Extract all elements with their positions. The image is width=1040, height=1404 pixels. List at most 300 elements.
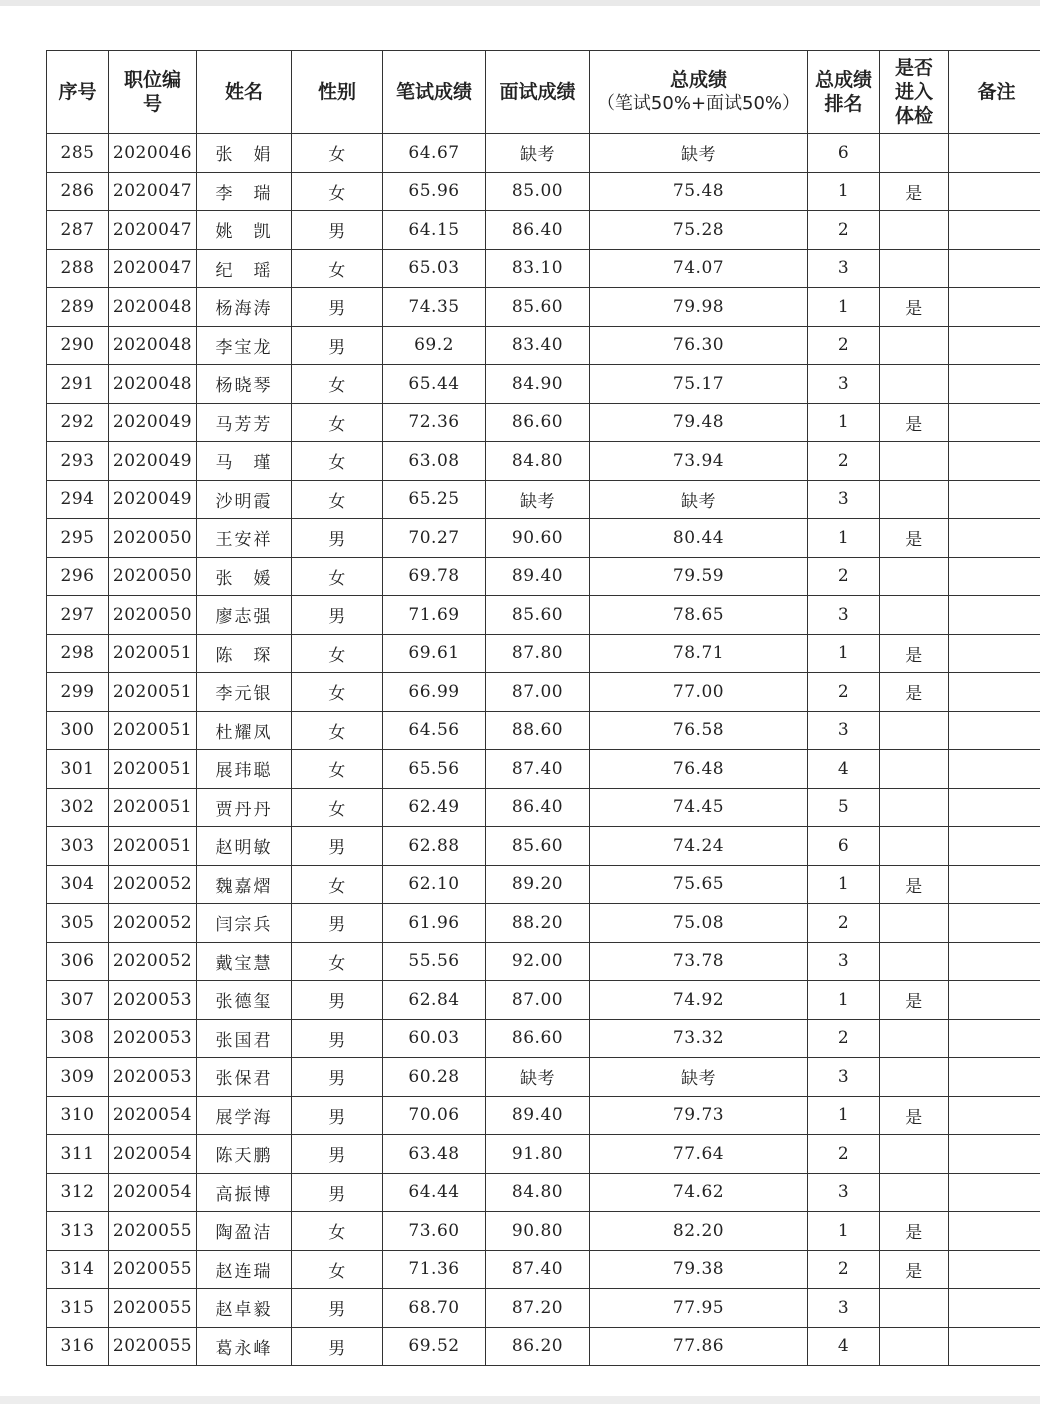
cell-remark xyxy=(949,942,1040,981)
cell-name: 陶盈洁 xyxy=(197,1212,292,1251)
cell-gender: 女 xyxy=(292,249,383,288)
cell-physical-exam: 是 xyxy=(880,519,949,558)
cell-rank: 2 xyxy=(808,1019,880,1058)
cell-position-code: 2020051 xyxy=(109,827,197,866)
cell-remark xyxy=(949,480,1040,519)
cell-interview-score: 86.60 xyxy=(486,1019,590,1058)
cell-total-score: 74.92 xyxy=(590,981,808,1020)
table-row xyxy=(47,1096,1040,1135)
cell-seq: 310 xyxy=(47,1096,109,1135)
cell-remark xyxy=(949,904,1040,943)
cell-remark xyxy=(949,442,1040,481)
cell-remark xyxy=(949,211,1040,250)
cell-physical-exam: 是 xyxy=(880,172,949,211)
cell-position-code: 2020055 xyxy=(109,1250,197,1289)
cell-remark xyxy=(949,750,1040,789)
table-row xyxy=(47,442,1040,481)
table-row xyxy=(47,634,1040,673)
cell-total-score: 缺考 xyxy=(590,134,808,173)
cell-name: 陈 琛 xyxy=(197,634,292,673)
cell-physical-exam xyxy=(880,480,949,519)
cell-written-score: 62.10 xyxy=(383,865,486,904)
table-row xyxy=(47,1250,1040,1289)
cell-position-code: 2020047 xyxy=(109,249,197,288)
cell-seq: 291 xyxy=(47,365,109,404)
cell-interview-score: 85.60 xyxy=(486,288,590,327)
header-rank-label: 总成绩排名 xyxy=(814,69,872,115)
cell-rank: 1 xyxy=(808,519,880,558)
cell-position-code: 2020051 xyxy=(109,634,197,673)
cell-interview-score: 87.80 xyxy=(486,634,590,673)
cell-gender: 男 xyxy=(292,288,383,327)
cell-position-code: 2020055 xyxy=(109,1289,197,1328)
cell-name: 李元银 xyxy=(197,673,292,712)
cell-rank: 1 xyxy=(808,288,880,327)
cell-written-score: 74.35 xyxy=(383,288,486,327)
cell-remark xyxy=(949,827,1040,866)
cell-gender: 女 xyxy=(292,1250,383,1289)
cell-position-code: 2020051 xyxy=(109,673,197,712)
cell-physical-exam: 是 xyxy=(880,1212,949,1251)
cell-position-code: 2020049 xyxy=(109,442,197,481)
cell-total-score: 74.24 xyxy=(590,827,808,866)
cell-physical-exam: 是 xyxy=(880,865,949,904)
cell-rank: 2 xyxy=(808,211,880,250)
table-row xyxy=(47,750,1040,789)
cell-position-code: 2020050 xyxy=(109,596,197,635)
cell-gender: 女 xyxy=(292,711,383,750)
cell-position-code: 2020054 xyxy=(109,1173,197,1212)
cell-total-score: 74.45 xyxy=(590,788,808,827)
cell-interview-score: 缺考 xyxy=(486,480,590,519)
cell-physical-exam xyxy=(880,904,949,943)
cell-position-code: 2020048 xyxy=(109,326,197,365)
cell-rank: 1 xyxy=(808,981,880,1020)
cell-total-score: 75.48 xyxy=(590,172,808,211)
header-remark: 备注 xyxy=(949,51,1040,134)
cell-position-code: 2020054 xyxy=(109,1135,197,1174)
cell-gender: 女 xyxy=(292,172,383,211)
cell-physical-exam xyxy=(880,442,949,481)
cell-gender: 男 xyxy=(292,1289,383,1328)
cell-physical-exam xyxy=(880,1289,949,1328)
cell-name: 赵卓毅 xyxy=(197,1289,292,1328)
cell-written-score: 61.96 xyxy=(383,904,486,943)
cell-physical-exam: 是 xyxy=(880,673,949,712)
cell-interview-score: 83.10 xyxy=(486,249,590,288)
cell-interview-score: 89.40 xyxy=(486,1096,590,1135)
cell-seq: 308 xyxy=(47,1019,109,1058)
cell-physical-exam: 是 xyxy=(880,1096,949,1135)
cell-total-score: 73.32 xyxy=(590,1019,808,1058)
table-row xyxy=(47,211,1040,250)
cell-written-score: 64.44 xyxy=(383,1173,486,1212)
cell-position-code: 2020052 xyxy=(109,942,197,981)
cell-total-score: 77.64 xyxy=(590,1135,808,1174)
cell-name: 赵连瑞 xyxy=(197,1250,292,1289)
cell-interview-score: 88.20 xyxy=(486,904,590,943)
cell-name: 展玮聪 xyxy=(197,750,292,789)
cell-rank: 3 xyxy=(808,1058,880,1097)
cell-rank: 4 xyxy=(808,750,880,789)
cell-total-score: 缺考 xyxy=(590,1058,808,1097)
cell-gender: 女 xyxy=(292,673,383,712)
cell-gender: 男 xyxy=(292,596,383,635)
cell-rank: 3 xyxy=(808,1289,880,1328)
table-row xyxy=(47,288,1040,327)
cell-total-score: 75.28 xyxy=(590,211,808,250)
cell-seq: 297 xyxy=(47,596,109,635)
cell-rank: 3 xyxy=(808,1173,880,1212)
cell-interview-score: 86.20 xyxy=(486,1327,590,1366)
cell-remark xyxy=(949,365,1040,404)
cell-physical-exam xyxy=(880,134,949,173)
cell-physical-exam xyxy=(880,211,949,250)
cell-total-score: 77.00 xyxy=(590,673,808,712)
cell-written-score: 65.44 xyxy=(383,365,486,404)
cell-remark xyxy=(949,172,1040,211)
cell-interview-score: 85.60 xyxy=(486,827,590,866)
cell-rank: 2 xyxy=(808,326,880,365)
cell-remark xyxy=(949,1058,1040,1097)
cell-gender: 男 xyxy=(292,1058,383,1097)
cell-name: 贾丹丹 xyxy=(197,788,292,827)
cell-rank: 6 xyxy=(808,827,880,866)
cell-physical-exam xyxy=(880,1058,949,1097)
cell-total-score: 73.94 xyxy=(590,442,808,481)
cell-rank: 3 xyxy=(808,711,880,750)
cell-interview-score: 92.00 xyxy=(486,942,590,981)
cell-rank: 1 xyxy=(808,1096,880,1135)
cell-total-score: 79.59 xyxy=(590,557,808,596)
cell-physical-exam: 是 xyxy=(880,981,949,1020)
cell-interview-score: 89.40 xyxy=(486,557,590,596)
cell-interview-score: 86.60 xyxy=(486,403,590,442)
cell-name: 廖志强 xyxy=(197,596,292,635)
header-gender: 性别 xyxy=(292,51,383,134)
table-row xyxy=(47,172,1040,211)
cell-total-score: 80.44 xyxy=(590,519,808,558)
cell-gender: 男 xyxy=(292,211,383,250)
cell-total-score: 79.38 xyxy=(590,1250,808,1289)
cell-rank: 5 xyxy=(808,788,880,827)
cell-gender: 女 xyxy=(292,634,383,673)
cell-total-score: 73.78 xyxy=(590,942,808,981)
table-row xyxy=(47,365,1040,404)
cell-remark xyxy=(949,249,1040,288)
cell-physical-exam xyxy=(880,249,949,288)
cell-seq: 289 xyxy=(47,288,109,327)
cell-total-score: 79.48 xyxy=(590,403,808,442)
header-physical xyxy=(880,51,949,134)
cell-interview-score: 91.80 xyxy=(486,1135,590,1174)
cell-gender: 女 xyxy=(292,134,383,173)
cell-gender: 女 xyxy=(292,750,383,789)
header-total-label: 总成绩 xyxy=(669,69,727,91)
table-row xyxy=(47,480,1040,519)
cell-rank: 1 xyxy=(808,403,880,442)
cell-remark xyxy=(949,1096,1040,1135)
cell-rank: 3 xyxy=(808,365,880,404)
cell-position-code: 2020051 xyxy=(109,711,197,750)
cell-written-score: 64.67 xyxy=(383,134,486,173)
cell-seq: 301 xyxy=(47,750,109,789)
cell-physical-exam: 是 xyxy=(880,634,949,673)
cell-written-score: 69.61 xyxy=(383,634,486,673)
cell-written-score: 68.70 xyxy=(383,1289,486,1328)
header-position-code xyxy=(109,51,197,134)
table-row xyxy=(47,942,1040,981)
table-row xyxy=(47,673,1040,712)
cell-gender: 女 xyxy=(292,557,383,596)
table-row xyxy=(47,865,1040,904)
cell-name: 张国君 xyxy=(197,1019,292,1058)
cell-gender: 男 xyxy=(292,1173,383,1212)
cell-interview-score: 缺考 xyxy=(486,1058,590,1097)
cell-physical-exam xyxy=(880,750,949,789)
header-rank xyxy=(808,51,880,134)
cell-gender: 女 xyxy=(292,480,383,519)
cell-gender: 男 xyxy=(292,1327,383,1366)
cell-position-code: 2020050 xyxy=(109,557,197,596)
header-total xyxy=(590,51,808,134)
cell-written-score: 64.15 xyxy=(383,211,486,250)
cell-written-score: 65.03 xyxy=(383,249,486,288)
cell-seq: 300 xyxy=(47,711,109,750)
cell-written-score: 62.88 xyxy=(383,827,486,866)
cell-interview-score: 89.20 xyxy=(486,865,590,904)
cell-rank: 3 xyxy=(808,249,880,288)
cell-rank: 2 xyxy=(808,557,880,596)
cell-seq: 314 xyxy=(47,1250,109,1289)
cell-seq: 296 xyxy=(47,557,109,596)
cell-physical-exam xyxy=(880,1327,949,1366)
cell-total-score: 79.98 xyxy=(590,288,808,327)
cell-position-code: 2020048 xyxy=(109,365,197,404)
cell-position-code: 2020053 xyxy=(109,1058,197,1097)
cell-remark xyxy=(949,1289,1040,1328)
cell-physical-exam xyxy=(880,596,949,635)
cell-rank: 2 xyxy=(808,904,880,943)
cell-position-code: 2020054 xyxy=(109,1096,197,1135)
cell-seq: 293 xyxy=(47,442,109,481)
cell-seq: 294 xyxy=(47,480,109,519)
cell-position-code: 2020055 xyxy=(109,1212,197,1251)
cell-rank: 3 xyxy=(808,596,880,635)
cell-position-code: 2020048 xyxy=(109,288,197,327)
cell-written-score: 70.27 xyxy=(383,519,486,558)
cell-name: 陈天鹏 xyxy=(197,1135,292,1174)
cell-written-score: 69.78 xyxy=(383,557,486,596)
cell-total-score: 缺考 xyxy=(590,480,808,519)
page-top-edge xyxy=(0,0,1040,6)
cell-name: 沙明霞 xyxy=(197,480,292,519)
page-bottom-edge xyxy=(0,1396,1040,1404)
cell-total-score: 77.95 xyxy=(590,1289,808,1328)
cell-seq: 287 xyxy=(47,211,109,250)
cell-name: 杜耀凤 xyxy=(197,711,292,750)
cell-total-score: 78.71 xyxy=(590,634,808,673)
cell-name: 展学海 xyxy=(197,1096,292,1135)
cell-gender: 男 xyxy=(292,1135,383,1174)
cell-gender: 男 xyxy=(292,981,383,1020)
cell-remark xyxy=(949,519,1040,558)
cell-rank: 3 xyxy=(808,480,880,519)
cell-seq: 299 xyxy=(47,673,109,712)
cell-seq: 286 xyxy=(47,172,109,211)
cell-seq: 305 xyxy=(47,904,109,943)
cell-rank: 1 xyxy=(808,172,880,211)
cell-total-score: 77.86 xyxy=(590,1327,808,1366)
cell-written-score: 64.56 xyxy=(383,711,486,750)
cell-gender: 男 xyxy=(292,827,383,866)
cell-interview-score: 84.80 xyxy=(486,1173,590,1212)
cell-name: 张 娟 xyxy=(197,134,292,173)
cell-interview-score: 87.00 xyxy=(486,981,590,1020)
table-row xyxy=(47,904,1040,943)
header-total-sub: （笔试50%+面试50%） xyxy=(596,93,801,114)
cell-seq: 298 xyxy=(47,634,109,673)
cell-rank: 3 xyxy=(808,942,880,981)
cell-gender: 男 xyxy=(292,1019,383,1058)
cell-remark xyxy=(949,788,1040,827)
cell-remark xyxy=(949,673,1040,712)
cell-written-score: 63.08 xyxy=(383,442,486,481)
cell-physical-exam: 是 xyxy=(880,288,949,327)
cell-physical-exam xyxy=(880,1019,949,1058)
cell-position-code: 2020050 xyxy=(109,519,197,558)
cell-written-score: 71.69 xyxy=(383,596,486,635)
table-row xyxy=(47,519,1040,558)
cell-remark xyxy=(949,1327,1040,1366)
cell-physical-exam xyxy=(880,365,949,404)
cell-name: 姚 凯 xyxy=(197,211,292,250)
cell-name: 马 瑾 xyxy=(197,442,292,481)
table-row xyxy=(47,134,1040,173)
cell-name: 高振博 xyxy=(197,1173,292,1212)
cell-interview-score: 84.90 xyxy=(486,365,590,404)
cell-written-score: 65.56 xyxy=(383,750,486,789)
cell-seq: 313 xyxy=(47,1212,109,1251)
cell-gender: 女 xyxy=(292,442,383,481)
cell-remark xyxy=(949,403,1040,442)
table-row xyxy=(47,249,1040,288)
cell-gender: 男 xyxy=(292,326,383,365)
cell-remark xyxy=(949,557,1040,596)
cell-name: 赵明敏 xyxy=(197,827,292,866)
cell-interview-score: 缺考 xyxy=(486,134,590,173)
cell-seq: 316 xyxy=(47,1327,109,1366)
cell-seq: 307 xyxy=(47,981,109,1020)
cell-seq: 292 xyxy=(47,403,109,442)
cell-interview-score: 87.00 xyxy=(486,673,590,712)
cell-interview-score: 86.40 xyxy=(486,788,590,827)
cell-written-score: 60.03 xyxy=(383,1019,486,1058)
table-header xyxy=(47,51,1040,134)
cell-interview-score: 87.20 xyxy=(486,1289,590,1328)
cell-written-score: 55.56 xyxy=(383,942,486,981)
header-seq: 序号 xyxy=(47,51,109,134)
cell-rank: 6 xyxy=(808,134,880,173)
cell-interview-score: 90.80 xyxy=(486,1212,590,1251)
cell-rank: 2 xyxy=(808,1135,880,1174)
cell-name: 葛永峰 xyxy=(197,1327,292,1366)
cell-seq: 288 xyxy=(47,249,109,288)
cell-seq: 311 xyxy=(47,1135,109,1174)
table-body xyxy=(47,134,1040,1366)
cell-physical-exam xyxy=(880,711,949,750)
table-row xyxy=(47,403,1040,442)
cell-name: 马芳芳 xyxy=(197,403,292,442)
cell-written-score: 69.52 xyxy=(383,1327,486,1366)
cell-position-code: 2020051 xyxy=(109,750,197,789)
cell-position-code: 2020049 xyxy=(109,403,197,442)
cell-interview-score: 83.40 xyxy=(486,326,590,365)
cell-position-code: 2020046 xyxy=(109,134,197,173)
cell-remark xyxy=(949,711,1040,750)
cell-seq: 295 xyxy=(47,519,109,558)
cell-physical-exam: 是 xyxy=(880,1250,949,1289)
cell-seq: 306 xyxy=(47,942,109,981)
cell-interview-score: 85.00 xyxy=(486,172,590,211)
cell-seq: 304 xyxy=(47,865,109,904)
cell-physical-exam xyxy=(880,326,949,365)
cell-seq: 315 xyxy=(47,1289,109,1328)
cell-physical-exam: 是 xyxy=(880,403,949,442)
cell-written-score: 62.49 xyxy=(383,788,486,827)
cell-written-score: 63.48 xyxy=(383,1135,486,1174)
cell-total-score: 79.73 xyxy=(590,1096,808,1135)
cell-interview-score: 86.40 xyxy=(486,211,590,250)
cell-interview-score: 90.60 xyxy=(486,519,590,558)
cell-position-code: 2020049 xyxy=(109,480,197,519)
cell-written-score: 72.36 xyxy=(383,403,486,442)
cell-interview-score: 87.40 xyxy=(486,750,590,789)
cell-position-code: 2020047 xyxy=(109,172,197,211)
cell-seq: 303 xyxy=(47,827,109,866)
cell-written-score: 70.06 xyxy=(383,1096,486,1135)
table-row xyxy=(47,326,1040,365)
header-row xyxy=(47,51,1040,134)
cell-rank: 2 xyxy=(808,673,880,712)
cell-interview-score: 85.60 xyxy=(486,596,590,635)
cell-name: 张德玺 xyxy=(197,981,292,1020)
cell-total-score: 75.08 xyxy=(590,904,808,943)
cell-name: 杨晓琴 xyxy=(197,365,292,404)
cell-name: 王安祥 xyxy=(197,519,292,558)
cell-seq: 309 xyxy=(47,1058,109,1097)
cell-physical-exam xyxy=(880,557,949,596)
cell-rank: 1 xyxy=(808,1212,880,1251)
table-row xyxy=(47,1135,1040,1174)
cell-name: 张保君 xyxy=(197,1058,292,1097)
cell-written-score: 73.60 xyxy=(383,1212,486,1251)
cell-name: 杨海涛 xyxy=(197,288,292,327)
cell-gender: 女 xyxy=(292,403,383,442)
cell-position-code: 2020052 xyxy=(109,904,197,943)
cell-gender: 女 xyxy=(292,788,383,827)
table-row xyxy=(47,1327,1040,1366)
cell-written-score: 60.28 xyxy=(383,1058,486,1097)
cell-remark xyxy=(949,865,1040,904)
cell-total-score: 75.17 xyxy=(590,365,808,404)
cell-remark xyxy=(949,1019,1040,1058)
cell-position-code: 2020052 xyxy=(109,865,197,904)
cell-written-score: 69.2 xyxy=(383,326,486,365)
cell-gender: 男 xyxy=(292,1096,383,1135)
cell-remark xyxy=(949,1212,1040,1251)
table-row xyxy=(47,711,1040,750)
